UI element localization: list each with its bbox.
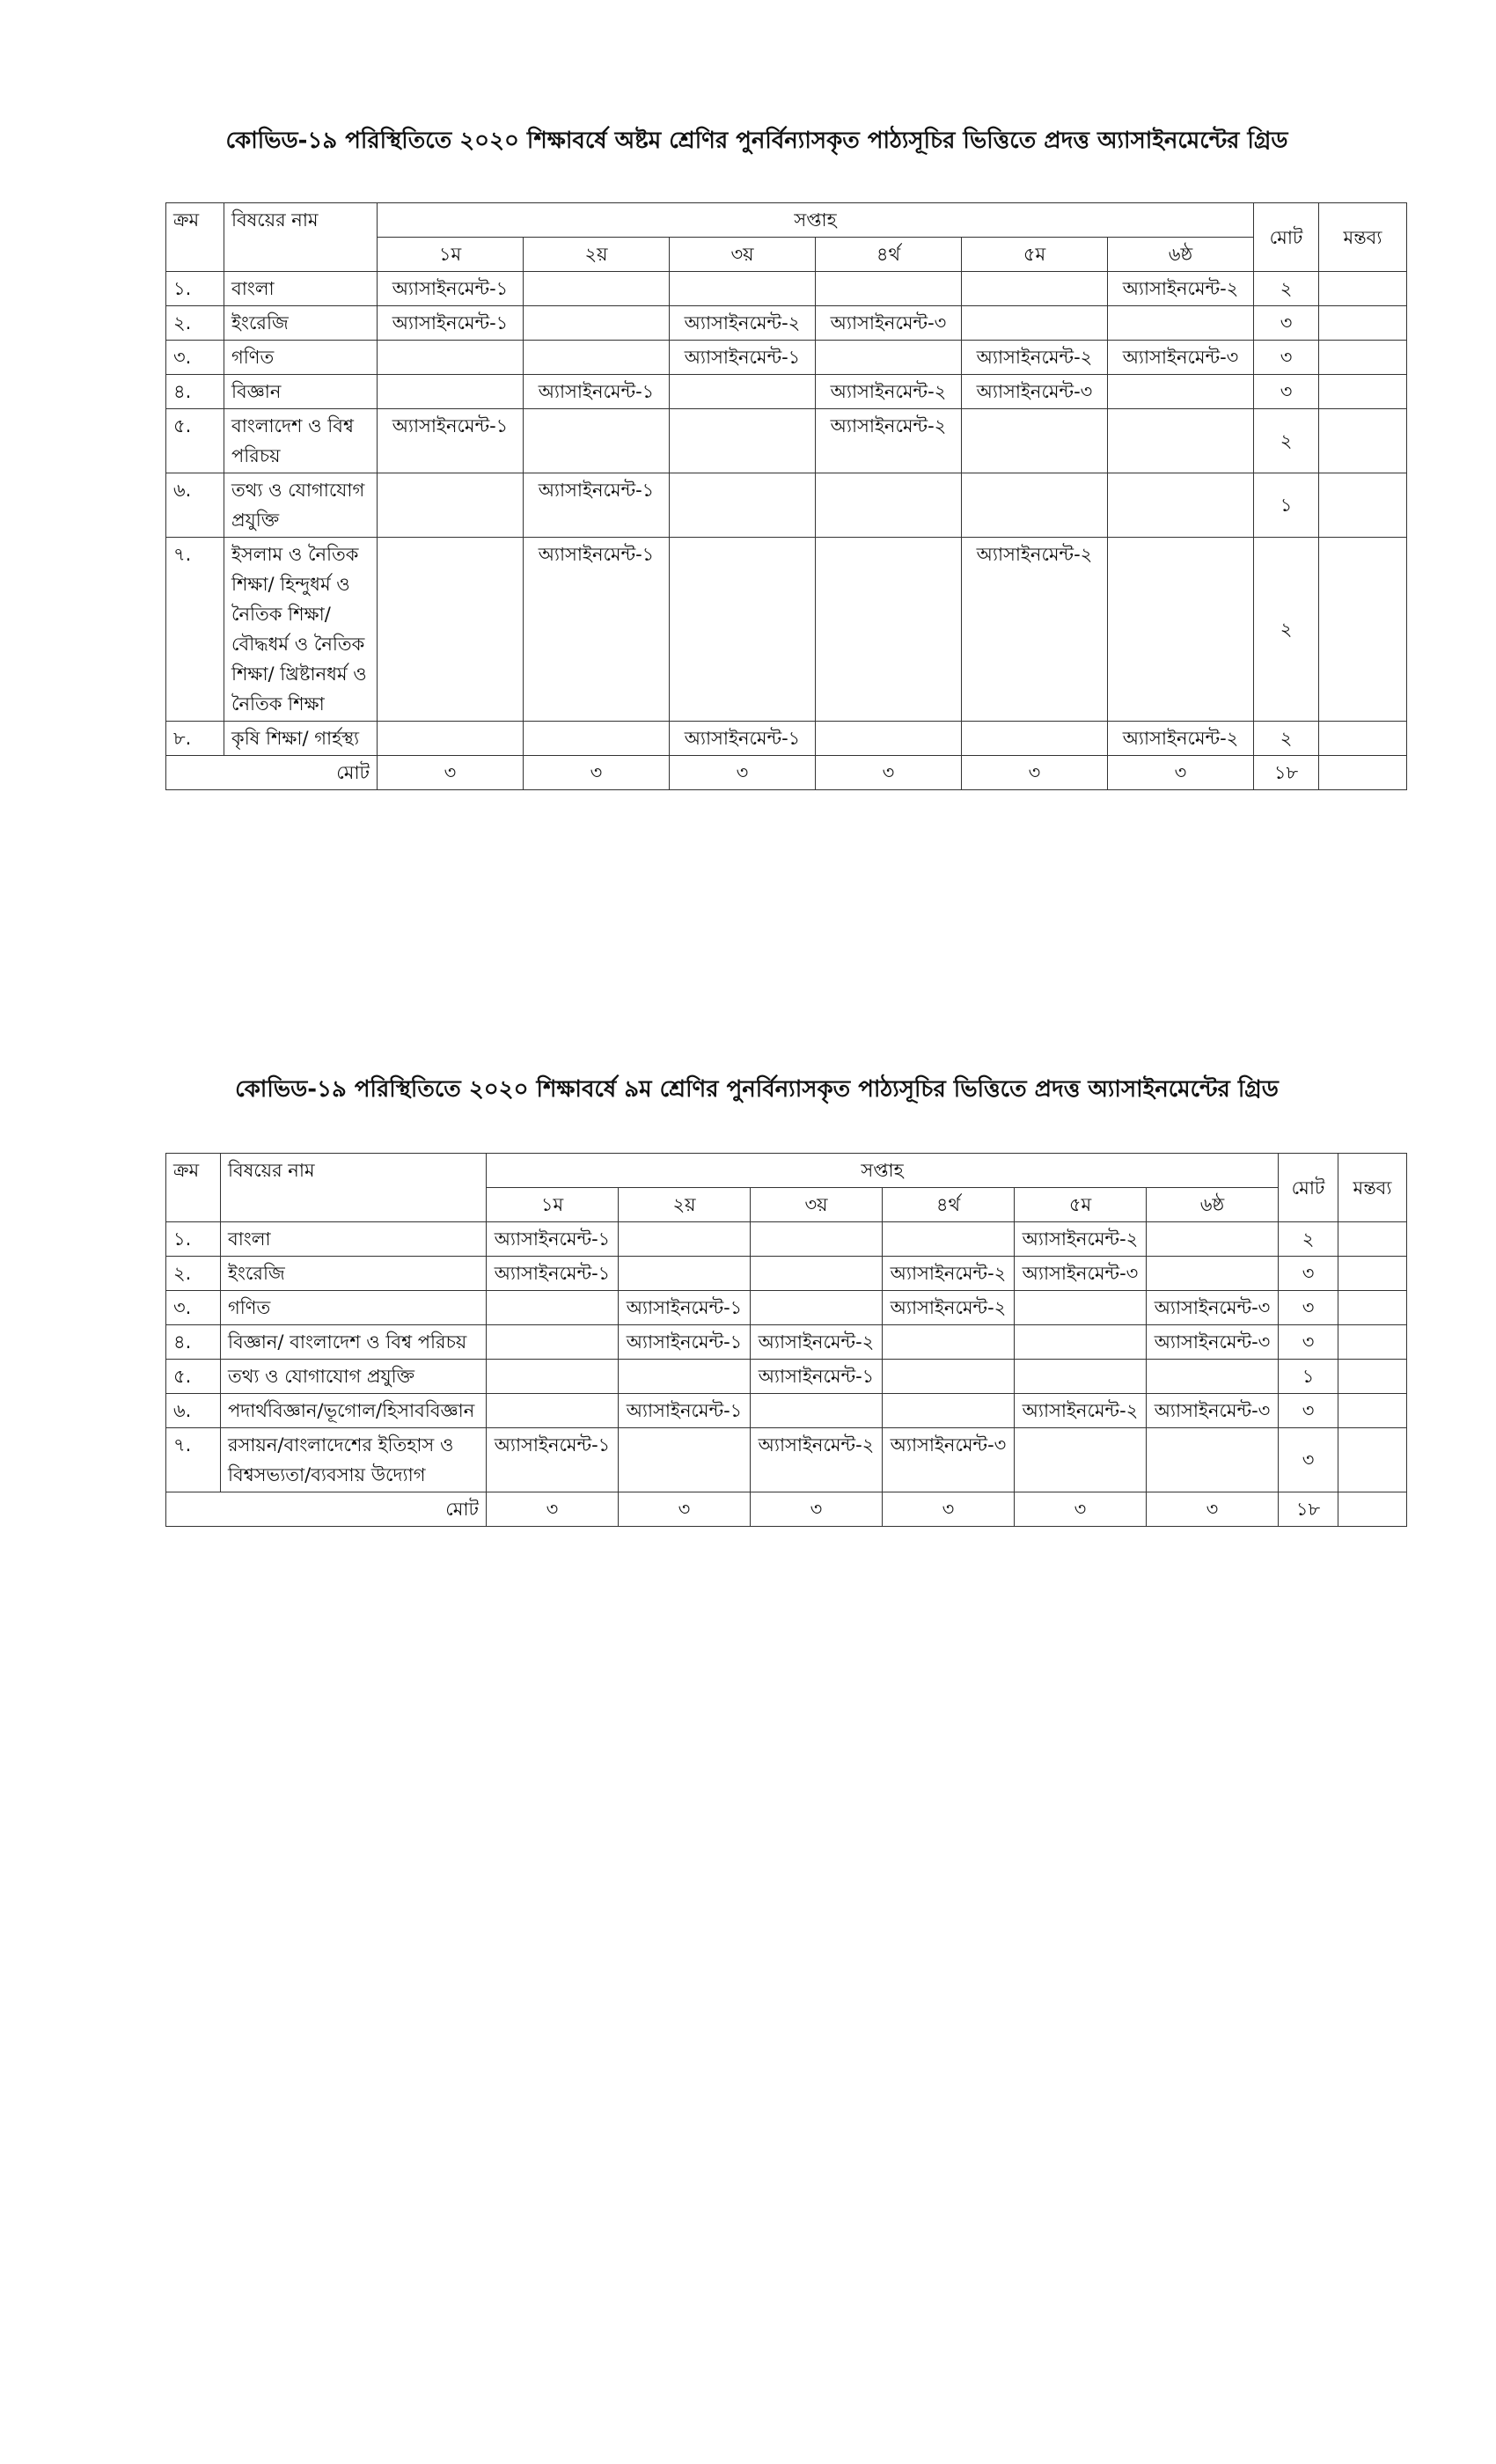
assignment-cell xyxy=(670,272,816,306)
assignment-cell xyxy=(1108,473,1254,538)
remarks-cell xyxy=(1319,341,1407,375)
subject-cell: তথ্য ও যোগাযোগ প্রযুক্তি xyxy=(224,473,378,538)
table-row xyxy=(166,538,1407,722)
week-total-cell: ৩ xyxy=(1108,756,1254,790)
assignment-cell xyxy=(487,1325,619,1360)
week-total-cell: ৩ xyxy=(1147,1492,1279,1527)
assignment-cell: অ্যাসাইনমেন্ট-৩ xyxy=(1108,341,1254,375)
assignment-cell xyxy=(816,473,962,538)
remarks-cell xyxy=(1319,538,1407,722)
week-total-cell: ৩ xyxy=(378,756,524,790)
assignment-cell: অ্যাসাইনমেন্ট-১ xyxy=(619,1325,751,1360)
serial-cell: ৭. xyxy=(166,538,224,722)
assignment-cell: অ্যাসাইনমেন্ট-২ xyxy=(751,1428,883,1492)
week-label: ৪র্থ xyxy=(816,238,962,272)
week-label: ১ম xyxy=(487,1188,619,1222)
assignment-cell xyxy=(1108,375,1254,409)
table-row xyxy=(166,722,1407,756)
total-cell: ৩ xyxy=(1279,1394,1338,1428)
assignment-cell: অ্যাসাইনমেন্ট-১ xyxy=(378,306,524,341)
remarks-cell xyxy=(1338,1360,1407,1394)
subject-cell: বিজ্ঞান xyxy=(224,375,378,409)
assignment-cell: অ্যাসাইনমেন্ট-১ xyxy=(524,375,670,409)
serial-cell: ৬. xyxy=(166,1394,221,1428)
assignment-cell: অ্যাসাইনমেন্ট-৩ xyxy=(816,306,962,341)
serial-cell: ৬. xyxy=(166,473,224,538)
remarks-cell xyxy=(1319,473,1407,538)
assignment-cell xyxy=(378,538,524,722)
week-label: ৪র্থ xyxy=(883,1188,1015,1222)
grand-total-cell: ১৮ xyxy=(1279,1492,1338,1527)
table-row xyxy=(166,1325,1407,1360)
table-row xyxy=(166,1291,1407,1325)
assignment-cell: অ্যাসাইনমেন্ট-৩ xyxy=(1147,1394,1279,1428)
assignment-cell: অ্যাসাইনমেন্ট-২ xyxy=(962,538,1108,722)
total-cell: ২ xyxy=(1254,409,1319,473)
assignment-cell xyxy=(962,272,1108,306)
assignment-grid-class-9 xyxy=(165,1153,1407,1527)
table-row xyxy=(166,473,1407,538)
assignment-cell: অ্যাসাইনমেন্ট-৩ xyxy=(1015,1257,1147,1291)
total-cell: ৩ xyxy=(1254,306,1319,341)
assignment-cell: অ্যাসাইনমেন্ট-১ xyxy=(619,1394,751,1428)
assignment-cell: অ্যাসাইনমেন্ট-১ xyxy=(524,538,670,722)
subject-cell: বাংলাদেশ ও বিশ্ব পরিচয় xyxy=(224,409,378,473)
serial-cell: ৮. xyxy=(166,722,224,756)
assignment-cell xyxy=(751,1291,883,1325)
assignment-cell: অ্যাসাইনমেন্ট-৩ xyxy=(883,1428,1015,1492)
table-row xyxy=(166,272,1407,306)
week-label: ৬ষ্ঠ xyxy=(1147,1188,1279,1222)
subject-cell: বিজ্ঞান/ বাংলাদেশ ও বিশ্ব পরিচয় xyxy=(221,1325,487,1360)
subject-cell: বাংলা xyxy=(224,272,378,306)
assignment-cell xyxy=(1015,1325,1147,1360)
assignment-cell xyxy=(670,409,816,473)
assignment-cell xyxy=(487,1360,619,1394)
remarks-header: মন্তব্য xyxy=(1319,203,1407,272)
assignment-cell xyxy=(1108,306,1254,341)
serial-cell: ৭. xyxy=(166,1428,221,1492)
assignment-cell xyxy=(619,1257,751,1291)
assignment-cell: অ্যাসাইনমেন্ট-২ xyxy=(1015,1394,1147,1428)
assignment-cell xyxy=(962,306,1108,341)
total-header: মোট xyxy=(1254,203,1319,272)
assignment-cell xyxy=(670,375,816,409)
assignment-cell: অ্যাসাইনমেন্ট-১ xyxy=(487,1428,619,1492)
remarks-cell xyxy=(1338,1492,1407,1527)
serial-header: ক্রম xyxy=(166,1154,221,1222)
assignment-cell xyxy=(1015,1360,1147,1394)
subject-cell: ইসলাম ও নৈতিক শিক্ষা/ হিন্দুধর্ম ও নৈতিক শিক্ষা/ বৌদ্ধধর্ম ও নৈতিক শিক্ষা/ খ্রিষ্টানধর্ম ও নৈতিক শিক্ষা xyxy=(224,538,378,722)
total-cell: ৩ xyxy=(1279,1257,1338,1291)
assignment-grid-class-8 xyxy=(165,202,1407,790)
week-total-cell: ৩ xyxy=(962,756,1108,790)
week-total-cell: ৩ xyxy=(524,756,670,790)
serial-cell: ৪. xyxy=(166,375,224,409)
serial-cell: ২. xyxy=(166,306,224,341)
table-row xyxy=(166,375,1407,409)
subject-cell: রসায়ন/বাংলাদেশের ইতিহাস ও বিশ্বসভ্যতা/ব্যবসায় উদ্যোগ xyxy=(221,1428,487,1492)
assignment-cell xyxy=(619,1360,751,1394)
total-cell: ২ xyxy=(1254,722,1319,756)
total-row-label: মোট xyxy=(166,1492,487,1527)
assignment-cell xyxy=(883,1325,1015,1360)
assignment-cell: অ্যাসাইনমেন্ট-১ xyxy=(378,409,524,473)
total-cell: ৩ xyxy=(1254,375,1319,409)
assignment-cell xyxy=(378,473,524,538)
assignment-cell xyxy=(524,409,670,473)
assignment-cell: অ্যাসাইনমেন্ট-৩ xyxy=(962,375,1108,409)
serial-cell: ১. xyxy=(166,1222,221,1257)
assignment-cell xyxy=(1015,1291,1147,1325)
assignment-cell: অ্যাসাইনমেন্ট-১ xyxy=(378,272,524,306)
assignment-cell xyxy=(1108,538,1254,722)
remarks-cell xyxy=(1319,272,1407,306)
subject-cell: তথ্য ও যোগাযোগ প্রযুক্তি xyxy=(221,1360,487,1394)
assignment-cell: অ্যাসাইনমেন্ট-২ xyxy=(751,1325,883,1360)
remarks-cell xyxy=(1319,756,1407,790)
assignment-cell xyxy=(619,1428,751,1492)
subject-cell: গণিত xyxy=(221,1291,487,1325)
grid-body xyxy=(166,1154,1407,1527)
assignment-cell: অ্যাসাইনমেন্ট-৩ xyxy=(1147,1291,1279,1325)
assignment-cell xyxy=(378,722,524,756)
grid-body xyxy=(166,203,1407,790)
week-total-cell: ৩ xyxy=(1015,1492,1147,1527)
week-total-cell: ৩ xyxy=(619,1492,751,1527)
week-total-cell: ৩ xyxy=(670,756,816,790)
total-cell: ২ xyxy=(1254,272,1319,306)
week-header: সপ্তাহ xyxy=(378,203,1254,238)
total-row xyxy=(166,756,1407,790)
assignment-cell xyxy=(816,722,962,756)
assignment-cell xyxy=(487,1394,619,1428)
week-total-cell: ৩ xyxy=(487,1492,619,1527)
assignment-cell: অ্যাসাইনমেন্ট-২ xyxy=(816,375,962,409)
subject-cell: ইংরেজি xyxy=(224,306,378,341)
assignment-cell xyxy=(524,341,670,375)
total-cell: ২ xyxy=(1254,538,1319,722)
table-row xyxy=(166,1360,1407,1394)
assignment-cell xyxy=(524,272,670,306)
header-row xyxy=(166,1154,1407,1188)
assignment-cell xyxy=(751,1394,883,1428)
remarks-cell xyxy=(1319,409,1407,473)
week-total-cell: ৩ xyxy=(751,1492,883,1527)
grid-title-class-9: কোভিড-১৯ পরিস্থিতিতে ২০২০ শিক্ষাবর্ষে ৯ম শ্রেণির পুনর্বিন্যাসকৃত পাঠ্যসূচির ভিত্তিতে প্রদত্ত অ্যাসাইনমেন্টের গ্রিড xyxy=(235,1076,1279,1103)
assignment-cell xyxy=(524,722,670,756)
week-label: ৫ম xyxy=(962,238,1108,272)
subject-header: বিষয়ের নাম xyxy=(221,1154,487,1222)
remarks-cell xyxy=(1319,722,1407,756)
assignment-cell: অ্যাসাইনমেন্ট-১ xyxy=(487,1222,619,1257)
serial-cell: ৩. xyxy=(166,341,224,375)
assignment-cell: অ্যাসাইনমেন্ট-২ xyxy=(670,306,816,341)
week-label: ১ম xyxy=(378,238,524,272)
assignment-cell: অ্যাসাইনমেন্ট-২ xyxy=(883,1291,1015,1325)
assignment-cell xyxy=(1147,1428,1279,1492)
serial-cell: ২. xyxy=(166,1257,221,1291)
remarks-cell xyxy=(1338,1394,1407,1428)
subject-cell: পদার্থবিজ্ঞান/ভূগোল/হিসাববিজ্ঞান xyxy=(221,1394,487,1428)
assignment-cell xyxy=(1015,1428,1147,1492)
subject-cell: গণিত xyxy=(224,341,378,375)
total-cell: ৩ xyxy=(1279,1325,1338,1360)
total-cell: ৩ xyxy=(1279,1291,1338,1325)
assignment-cell xyxy=(883,1360,1015,1394)
assignment-cell xyxy=(1108,409,1254,473)
assignment-cell xyxy=(378,341,524,375)
week-label: ২য় xyxy=(524,238,670,272)
total-header: মোট xyxy=(1279,1154,1338,1222)
assignment-cell xyxy=(816,538,962,722)
assignment-cell: অ্যাসাইনমেন্ট-২ xyxy=(883,1257,1015,1291)
assignment-cell xyxy=(1147,1360,1279,1394)
assignment-cell: অ্যাসাইনমেন্ট-২ xyxy=(1108,722,1254,756)
assignment-cell xyxy=(487,1291,619,1325)
serial-cell: ৩. xyxy=(166,1291,221,1325)
table-row xyxy=(166,1394,1407,1428)
table-row xyxy=(166,306,1407,341)
assignment-cell: অ্যাসাইনমেন্ট-১ xyxy=(670,341,816,375)
assignment-cell xyxy=(816,272,962,306)
assignment-cell: অ্যাসাইনমেন্ট-১ xyxy=(670,722,816,756)
assignment-cell: অ্যাসাইনমেন্ট-১ xyxy=(524,473,670,538)
week-label: ৩য় xyxy=(751,1188,883,1222)
assignment-cell: অ্যাসাইনমেন্ট-২ xyxy=(816,409,962,473)
assignment-cell: অ্যাসাইনমেন্ট-৩ xyxy=(1147,1325,1279,1360)
assignment-cell: অ্যাসাইনমেন্ট-১ xyxy=(487,1257,619,1291)
subject-header: বিষয়ের নাম xyxy=(224,203,378,272)
grid-title-class-8: কোভিড-১৯ পরিস্থিতিতে ২০২০ শিক্ষাবর্ষে অষ্টম শ্রেণির পুনর্বিন্যাসকৃত পাঠ্যসূচির ভিত্তিতে প্রদত্ত অ্যাসাইনমেন্টের গ্রিড xyxy=(225,128,1288,154)
assignment-cell xyxy=(751,1257,883,1291)
week-label: ২য় xyxy=(619,1188,751,1222)
assignment-cell xyxy=(962,722,1108,756)
remarks-header: মন্তব্য xyxy=(1338,1154,1407,1222)
week-total-cell: ৩ xyxy=(816,756,962,790)
serial-cell: ৫. xyxy=(166,409,224,473)
total-cell: ৩ xyxy=(1279,1428,1338,1492)
assignment-cell: অ্যাসাইনমেন্ট-১ xyxy=(619,1291,751,1325)
serial-header: ক্রম xyxy=(166,203,224,272)
total-cell: ২ xyxy=(1279,1222,1338,1257)
serial-cell: ৫. xyxy=(166,1360,221,1394)
subject-cell: ইংরেজি xyxy=(221,1257,487,1291)
remarks-cell xyxy=(1319,306,1407,341)
assignment-cell xyxy=(883,1394,1015,1428)
assignment-cell: অ্যাসাইনমেন্ট-২ xyxy=(1108,272,1254,306)
week-label: ৩য় xyxy=(670,238,816,272)
table-row xyxy=(166,1222,1407,1257)
assignment-cell xyxy=(1147,1257,1279,1291)
subject-cell: বাংলা xyxy=(221,1222,487,1257)
table-row xyxy=(166,1428,1407,1492)
serial-cell: ১. xyxy=(166,272,224,306)
assignment-cell xyxy=(1147,1222,1279,1257)
remarks-cell xyxy=(1338,1428,1407,1492)
total-cell: ৩ xyxy=(1254,341,1319,375)
total-row xyxy=(166,1492,1407,1527)
total-cell: ১ xyxy=(1279,1360,1338,1394)
subject-cell: কৃষি শিক্ষা/ গার্হস্থ্য xyxy=(224,722,378,756)
week-header: সপ্তাহ xyxy=(487,1154,1279,1188)
total-cell: ১ xyxy=(1254,473,1319,538)
assignment-cell xyxy=(962,409,1108,473)
remarks-cell xyxy=(1338,1291,1407,1325)
serial-cell: ৪. xyxy=(166,1325,221,1360)
week-label: ৬ষ্ঠ xyxy=(1108,238,1254,272)
remarks-cell xyxy=(1319,375,1407,409)
assignment-cell xyxy=(962,473,1108,538)
assignment-cell xyxy=(378,375,524,409)
table-row xyxy=(166,1257,1407,1291)
week-total-cell: ৩ xyxy=(883,1492,1015,1527)
assignment-cell xyxy=(524,306,670,341)
assignment-cell xyxy=(751,1222,883,1257)
assignment-cell xyxy=(670,538,816,722)
grand-total-cell: ১৮ xyxy=(1254,756,1319,790)
assignment-cell xyxy=(816,341,962,375)
remarks-cell xyxy=(1338,1257,1407,1291)
total-row-label: মোট xyxy=(166,756,378,790)
assignment-cell: অ্যাসাইনমেন্ট-২ xyxy=(962,341,1108,375)
table-row xyxy=(166,409,1407,473)
assignment-cell xyxy=(670,473,816,538)
week-label: ৫ম xyxy=(1015,1188,1147,1222)
assignment-cell xyxy=(619,1222,751,1257)
table-row xyxy=(166,341,1407,375)
assignment-cell: অ্যাসাইনমেন্ট-১ xyxy=(751,1360,883,1394)
remarks-cell xyxy=(1338,1325,1407,1360)
assignment-cell: অ্যাসাইনমেন্ট-২ xyxy=(1015,1222,1147,1257)
remarks-cell xyxy=(1338,1222,1407,1257)
header-row xyxy=(166,203,1407,238)
assignment-cell xyxy=(883,1222,1015,1257)
